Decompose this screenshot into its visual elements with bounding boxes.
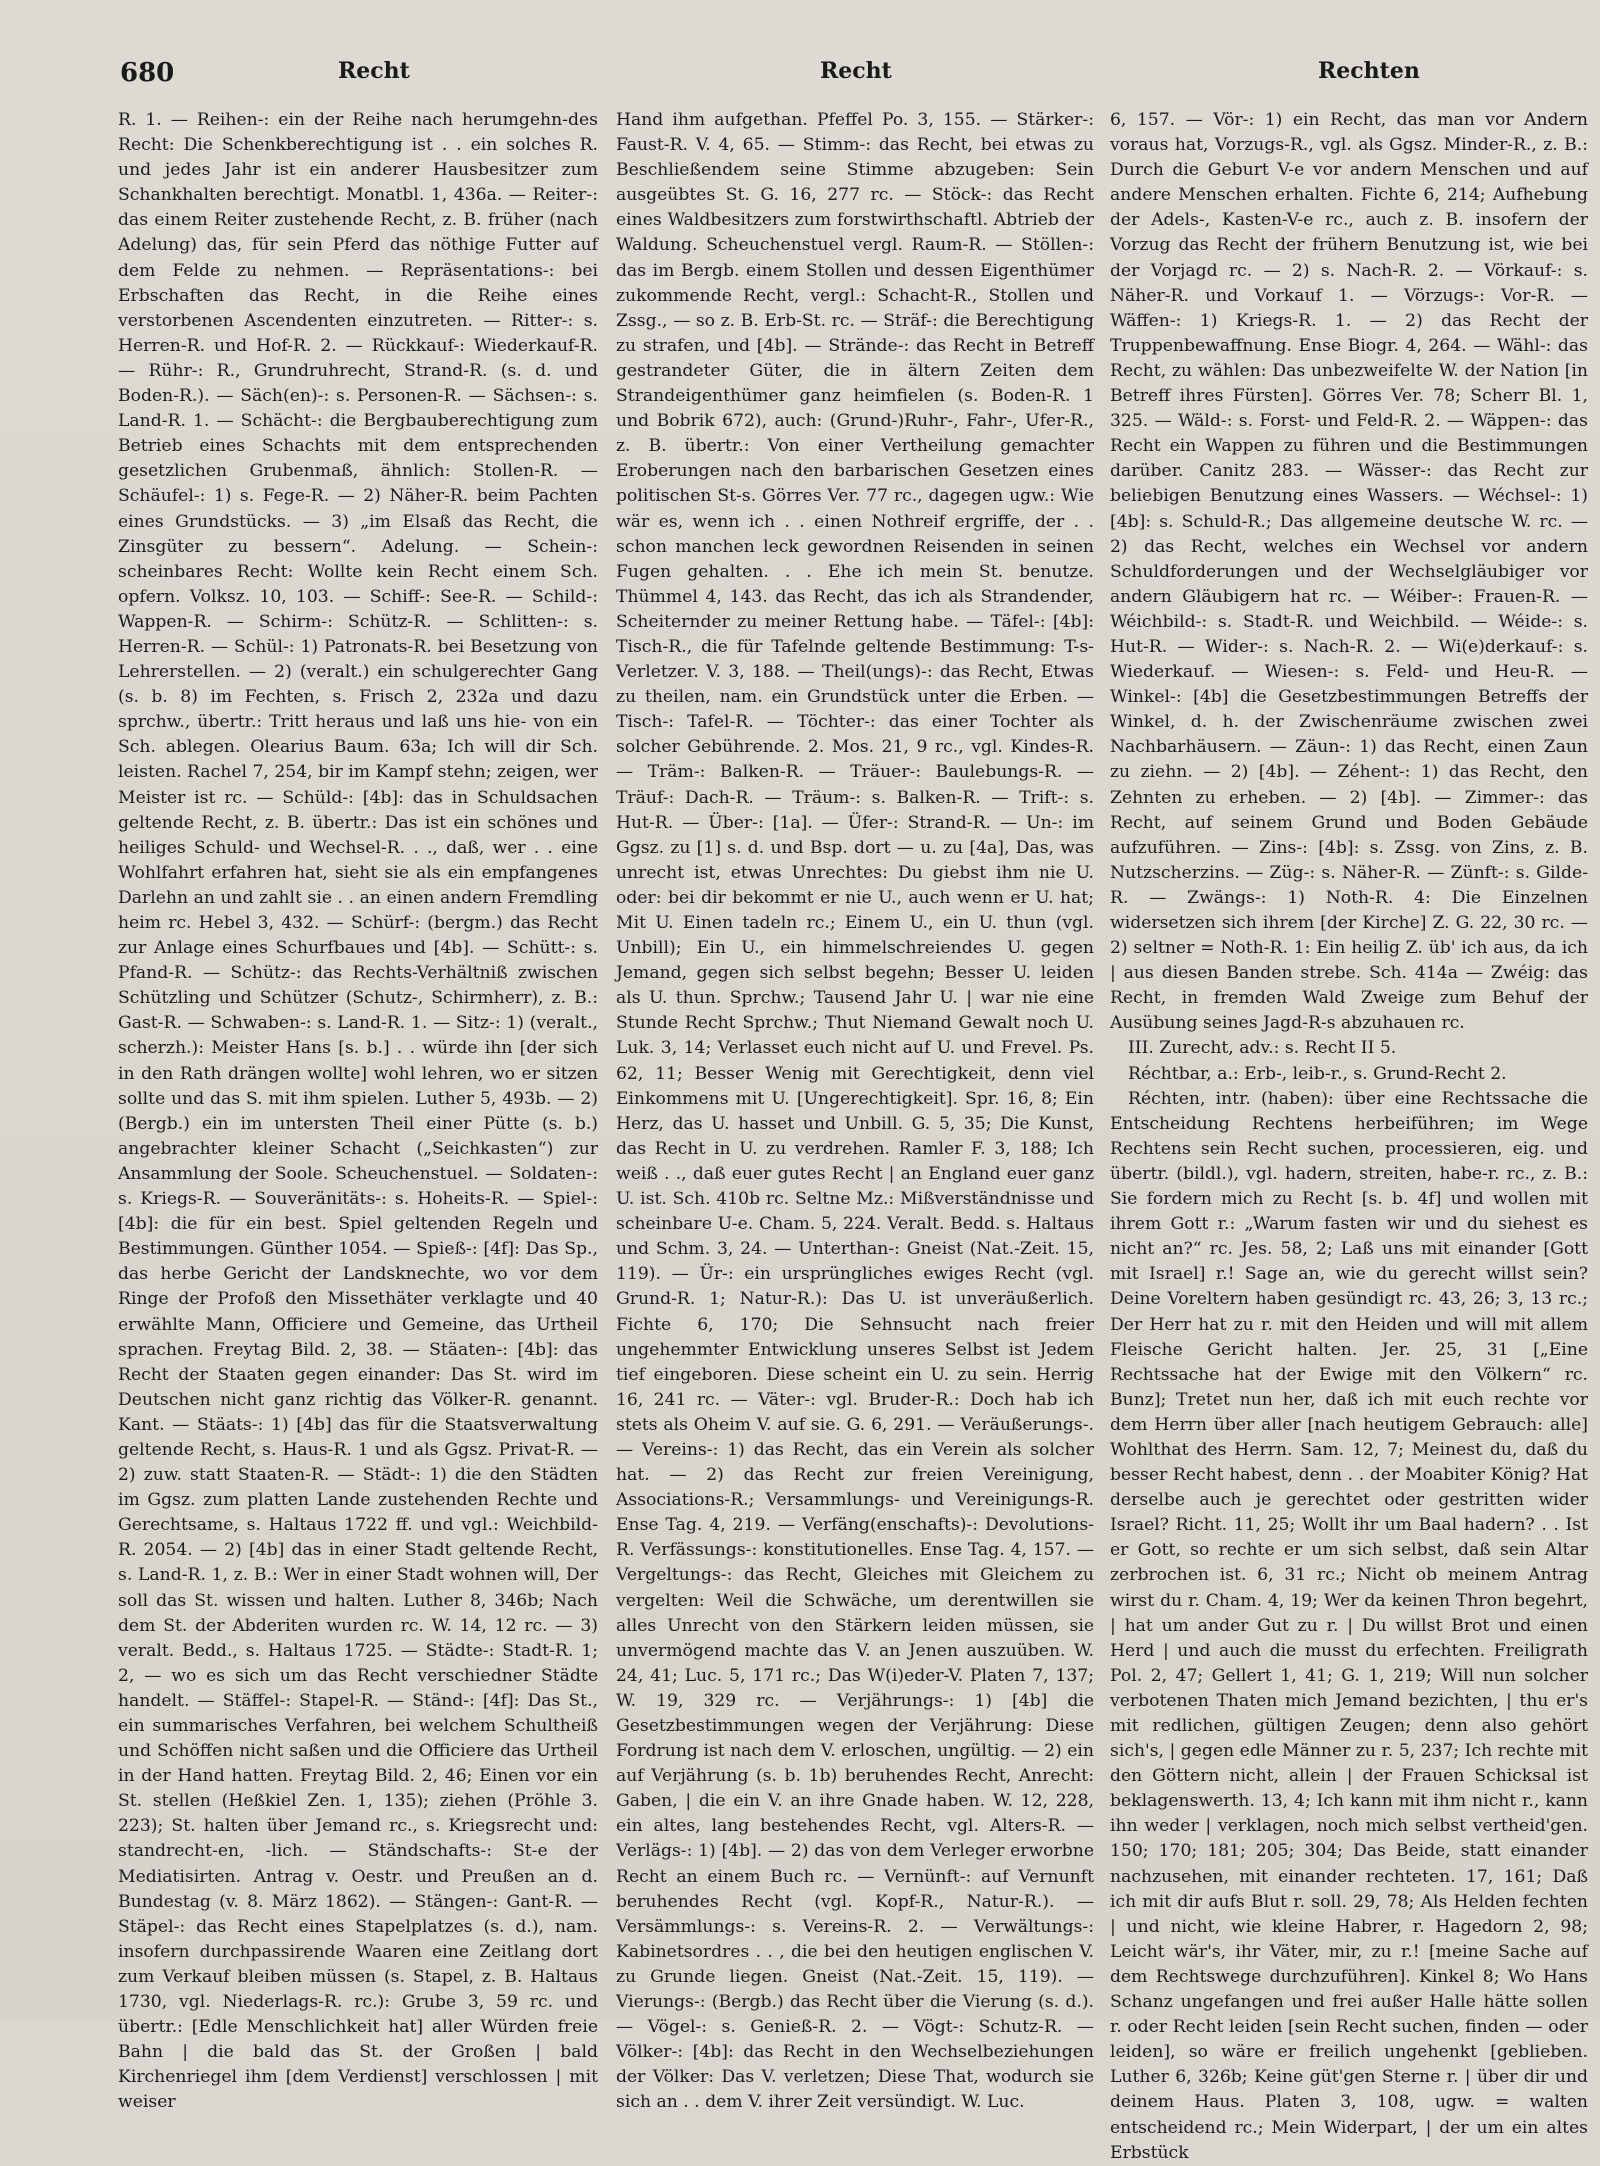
column-1-entries: R. 1. — Reihen-: ein der Reihe nach herumgehn-des Recht: Die Schenkberechtigung ist . . ein solches R. und jedes Jahr ist ein anderer Hausbesitzer zum Schankhalten berechtigt. Monatbl. 1, 436a. — Reiter-: das einem Reiter zustehende Recht, z. B. früher (nach Adelung) das, für sein Pferd das nöthige Futter auf dem Felde zu nehmen. — Repräsentations-: bei Erbschaften das Recht, in die Reihe eines verstorbenen Ascendenten einzutreten. — Ritter-: s. Herren-R. und Hof-R. 2. — Rückkauf-: Wiederkauf-R. — Rühr-: R., Grundruhrecht, Strand-R. (s. d. und Boden-R.). — Säch(en)-: s. Personen-R. — Sächsen-: s. Land-R. 1. — Schächt-: die Bergbauberechtigung zum Betrieb eines Schachts mit dem entsprechenden gesetzlichen Grubenmaß, ähnlich: Stollen-R. — Schäufel-: 1) s. Fege-R. — 2) Näher-R. beim Pachten eines Grundstücks. — 3) „im Elsaß das Recht, die Zinsgüter zu bessern“. Adelung. — Schein-: scheinbares Recht: Wollte kein Recht einem Sch. opfern. Volksz. 10, 103. — Schiff-: See-R. — Schild-: Wappen-R. — Schirm-: Schütz-R. — Schlitten-: s. Herren-R. — Schül-: 1) Patronats-R. bei Besetzung von Lehrerstellen. — 2) (veralt.) ein schulgerechter Gang (s. b. 8) im Fechten, s. Frisch 2, 232a und dazu sprchw., übertr.: Tritt heraus und laß uns hie- von ein Sch. ablegen. Olearius Baum. 63a; Ich will dir Sch. leisten. Rachel 7, 254, bir im Kampf stehn; zeigen, wer Meister ist rc. — Schüld-: [4b]: das in Schuldsachen geltende Recht, z. B. übertr.: Das ist ein schönes und heiliges Schuld- und Wechsel-R. . ., daß, wer . . eine Wohlfahrt erfahren hat, sieht sie als ein empfangenes Darlehn an und zahlt sie . . an einen andern Fremdling heim rc. Hebel 3, 432. — Schürf-: (bergm.) das Recht zur Anlage eines Schurfbaues und [4b]. — Schütt-: s. Pfand-R. — Schütz-: das Rechts-Verhältniß zwischen Schützling und Schützer (Schutz-, Schirmherr), z. B.: Gast-R. — Schwaben-: s. Land-R. 1. — Sitz-: 1) (veralt., scherzh.): Meister Hans [s. b.] . . würde ihn [der sich in den Rath drängen wollte] wohl lehren, wo er sitzen sollte und das S. mit ihm spielen. Luther 5, 493b. — 2) (Bergb.) ein im untersten Theil einer Pütte (s. b.) angebrachter kleiner Schacht („Seichkasten“) zur Ansammlung der Soole. Scheuchenstuel. — Soldaten-: s. Kriegs-R. — Souveränitäts-: s. Hoheits-R. — Spiel-: [4b]: die für ein best. Spiel geltenden Regeln und Bestimmungen. Günther 1054. — Spieß-: [4f]: Das Sp., das herbe Gericht der Landsknechte, wo vor dem Ringe der Profoß den Missethäter verklagte und 40 erwählte Mann, Officiere und Gemeine, das Urtheil sprachen. Freytag Bild. 2, 38. — Stäaten-: [4b]: das Recht der Staaten gegen einander: Das St. wird im Deutschen nicht ganz richtig das Völker-R. genannt. Kant. — Stäats-: 1) [4b] das für die Staatsverwaltung geltende Recht, s. Haus-R. 1 und als Ggsz. Privat-R. — 2) zuw. statt Staaten-R. — Städt-: 1) die den Städten im Ggsz. zum platten Lande zustehenden Rechte und Gerechtsame, s. Haltaus 1722 ff. und vgl.: Weichbild-R. 2054. — 2) [4b] das in einer Stadt geltende Recht, s. Land-R. 1, z. B.: Wer in einer Stadt wohnen will, Der soll das St. wissen und halten. Luther 8, 346b; Nach dem St. der Abderiten wurden rc. W. 14, 12 rc. — 3) veralt. Bedd., s. Haltaus 1725. — Städte-: Stadt-R. 1; 2, — wo es sich um das Recht verschiedner Städte handelt. — Stäffel-: Stapel-R. — Ständ-: [4f]: Das St., ein summarisches Verfahren, bei welchem Schultheiß und Schöffen nicht saßen und die Officiere das Urtheil in der Hand hatten. Freytag Bild. 2, 46; Einen vor ein St. stellen (Heßkiel Zen. 1, 135); ziehen (Pröhle 3. 223); St. halten über Jemand rc., s. Kriegsrecht und: standrecht-en, -lich. — Ständschafts-: St-e der Mediatisirten. Antrag v. Oestr. und Preußen an d. Bundestag (v. 8. März 1862). — Stängen-: Gant-R. — Stäpel-: das Recht eines Stapelplatzes (s. d.), nam. insofern durchpassirende Waaren eine Zeitlang dort zum Verkauf bleiben müssen (s. Stapel, z. B. Haltaus 1730, vgl. Niederlags-R. rc.): Grube 3, 59 rc. und übertr.: [Edle Menschlichkeit hat] aller Würden freie Bahn | die bald das St. der Großen | bald Kirchenriegel ihm [dem Verdienst] verschlossen | mit weiser xyxy=(118,110,598,2113)
text-column-1 xyxy=(118,108,598,2113)
header-right: Rechten xyxy=(1318,58,1420,84)
text-column-3 xyxy=(1110,108,1588,2163)
text-column-2 xyxy=(616,108,1094,2113)
running-header xyxy=(120,58,1550,98)
page-number: 680 xyxy=(120,58,175,88)
entry-rechtbar: Réchtbar, a.: Erb-, leib-r., s. Grund-Recht 2. xyxy=(1128,1063,1507,1084)
entry-zurecht: III. Zurecht, adv.: s. Recht II 5. xyxy=(1128,1038,1397,1059)
header-center: Recht xyxy=(820,58,892,84)
entry-rechten: Réchten, intr. (haben): über eine Rechtssache die Entscheidung Rechtens herbeiführen; im Wege Rechtens sein Recht suchen, processieren, eig. und übertr. (bildl.), vgl. hadern, streiten, habe-r. rc., z. B.: Sie fordern mich zu Recht [s. b. 4f] und wollen mit ihrem Gott r.: „Warum fasten wir und du siehest es nicht an?“ rc. Jes. 58, 2; Laß uns mit einander [Gott mit Israel] r.! Sage an, wie du gerecht willst sein? Deine Voreltern haben gesündigt rc. 43, 26; 3, 13 rc.; Der Herr hat zu r. mit den Heiden und will mit allem Fleische Gericht halten. Jer. 25, 31 [„Eine Rechtssache hat der Ewige mit den Völkern“ rc. Bunz]; Tretet nun her, daß ich mit euch rechte vor dem Herrn über aller [nach heutigem Gebrauch: alle] Wohlthat des Herrn. Sam. 12, 7; Meinest du, daß du besser Recht habest, denn . . der Moabiter König? Hat derselbe auch je gerechtet oder gestritten wider Israel? Richt. 11, 25; Wollt ihr um Baal hadern? . . Ist er Gott, so rechte er um sich selbst, daß sein Altar zerbrochen ist. 6, 31 rc.; Nicht ob meinem Antrag wirst du r. Cham. 4, 19; Wer da keinen Thron begehrt, | hat um ander Gut zu r. | Du willst Brot und einen Herd | und auch die musst du erfechten. Freiligrath Pol. 2, 47; Gellert 1, 41; G. 1, 219; Will nun solcher verbotenen Thaten mich Jemand bezichten, | thu er's mit redlichen, gültigen Zeugen; denn also gehört sich's, | gegen edle Männer zu r. 5, 237; Ich rechte mit den Göttern nicht, allein | der Frauen Schicksal ist beklagenswerth. 13, 4; Ich kann mit ihm nicht r., kann ihn weder | verklagen, noch mich selbst vertheid'gen. 150; 170; 181; 205; 304; Das Beide, statt einander nachzusehen, mit einander rechteten. 17, 161; Daß ich mit dir aufs Blut r. soll. 29, 78; Als Helden fechten | und nicht, wie kleine Habrer, r. Hagedorn 2, 98; Leicht wär's, ihr Väter, mir, zu r.! [meine Sache auf dem Rechtswege durchzuführen]. Kinkel 8; Wo Hans Schanz ungefangen und frei außer Halle hätte sollen r. oder Recht leiden [sein Recht suchen, finden — oder leiden], so wäre er freilich ungehenkt [geblieben. Luther 6, 326b; Keine güt'gen Sterne r. | über dir und deinem Haus. Platen 3, 108, ugw. = walten entscheidend rc.; Mein Widerpart, | der um ein altes Erbstück xyxy=(1110,1088,1588,2163)
header-left: Recht xyxy=(338,58,410,84)
column-2-entries: Hand ihm aufgethan. Pfeffel Po. 3, 155. — Stärker-: Faust-R. V. 4, 65. — Stimm-: das Recht, bei etwas zu Beschließendem seine Stimme abzugeben: Sein ausgeübtes St. G. 16, 277 rc. — Stöck-: das Recht eines Waldbesitzers zum forstwirthschaftl. Abtrieb der Waldung. Scheuchenstuel vergl. Raum-R. — Stöllen-: das im Bergb. einem Stollen und dessen Eigenthümer zukommende Recht, vergl.: Schacht-R., Stollen und Zssg., — so z. B. Erb-St. rc. — Sträf-: die Berechtigung zu strafen, und [4b]. — Strände-: das Recht in Betreff gestrandeter Güter, die in ältern Zeiten dem Strandeigenthümer ganz heimfielen (s. Boden-R. 1 und Bobrik 672), auch: (Grund-)Ruhr-, Fahr-, Ufer-R., z. B. übertr.: Von einer Vertheilung gemachter Eroberungen nach den barbarischen Gesetzen eines politischen St-s. Görres Ver. 77 rc., dagegen ugw.: Wie wär es, wenn ich . . einen Nothreif ergriffe, der . . schon manchen leck gewordnen Reisenden in seinen Fugen gehalten. . . Ehe ich mein St. benutze. Thümmel 4, 143. das Recht, das ich als Strandender, Scheiternder zu meiner Rettung habe. — Täfel-: [4b]: Tisch-R., die für Tafelnde geltende Bestimmung: T-s-Verletzer. V. 3, 188. — Theil(ungs)-: das Recht, Etwas zu theilen, nam. ein Grundstück unter die Erben. — Tisch-: Tafel-R. — Töchter-: das einer Tochter als solcher Gebührende. 2. Mos. 21, 9 rc., vgl. Kindes-R. — Träm-: Balken-R. — Träuer-: Baulebungs-R. — Träuf-: Dach-R. — Träum-: s. Balken-R. — Trift-: s. Hut-R. — Über-: [1a]. — Üfer-: Strand-R. — Un-: im Ggsz. zu [1] s. d. und Bsp. dort — u. zu [4a], Das, was unrecht ist, etwas Unrechtes: Du giebst ihm nie U. oder: bei dir bekommt er nie U., auch wenn er U. hat; Mit U. Einen tadeln rc.; Einem U., ein U. thun (vgl. Unbill); Ein U., ein himmelschreiendes U. gegen Jemand, gegen sich selbst begehn; Besser U. leiden als U. thun. Sprchw.; Tausend Jahr U. | war nie eine Stunde Recht Sprchw.; Thut Niemand Gewalt noch U. Luk. 3, 14; Verlasset euch nicht auf U. und Frevel. Ps. 62, 11; Besser Wenig mit Gerechtigkeit, denn viel Einkommens mit U. [Ungerechtigkeit]. Spr. 16, 8; Ein Herz, das U. hasset und Unbill. G. 5, 35; Die Kunst, das Recht in U. zu verdrehen. Ramler F. 3, 188; Ich weiß . ., daß euer gutes Recht | an England euer ganz U. ist. Sch. 410b rc. Seltne Mz.: Mißverständnisse und scheinbare U-e. Cham. 5, 224. Veralt. Bedd. s. Haltaus und Schm. 3, 24. — Unterthan-: Gneist (Nat.-Zeit. 15, 119). — Ür-: ein ursprüngliches ewiges Recht (vgl. Grund-R. 1; Natur-R.): Das U. ist unveräußerlich. Fichte 6, 170; Die Sehnsucht nach freier ungehemmter Entwicklung unseres Selbst ist Jedem tief eingeboren. Diese scheint ein U. zu sein. Herrig 16, 241 rc. — Väter-: vgl. Bruder-R.: Doch hab ich stets als Oheim V. auf sie. G. 6, 291. — Veräußerungs-. — Vereins-: 1) das Recht, das ein Verein als solcher hat. — 2) das Recht zur freien Vereinigung, Associations-R.; Versammlungs- und Vereinigungs-R. Ense Tag. 4, 219. — Verfäng(enschafts)-: Devolutions-R. Verfässungs-: konstitutionelles. Ense Tag. 4, 157. — Vergeltungs-: das Recht, Gleiches mit Gleichem zu vergelten: Weil die Schwäche, um derentwillen sie alles Unrecht von den Stärkern leiden müssen, sie unvermögend machte das V. an Jenen auszuüben. W. 24, 41; Luc. 5, 171 rc.; Das W(i)eder-V. Platen 7, 137; W. 19, 329 rc. — Verjährungs-: 1) [4b] die Gesetzbestimmungen wegen der Verjährung: Diese Fordrung ist nach dem V. erloschen, ungültig. — 2) ein auf Verjährung (s. b. 1b) beruhendes Recht, Anrecht: Gaben, | die ein V. an ihre Gnade haben. W. 12, 228, ein altes, lang bestehendes Recht, vgl. Alters-R. — Verlägs-: 1) [4b]. — 2) das von dem Verleger erworbne Recht an einem Buch rc. — Vernünft-: auf Vernunft beruhendes Recht (vgl. Kopf-R., Natur-R.). — Versämmlungs-: s. Vereins-R. 2. — Verwältungs-: Kabinetsordres . . , die bei den heutigen englischen V. zu Grunde liegen. Gneist (Nat.-Zeit. 15, 119). — Vierungs-: (Bergb.) das Recht über die Vierung (s. d.). — Vögel-: s. Genieß-R. 2. — Vögt-: Schutz-R. — Völker-: [4b]: das Recht in den Wechselbeziehungen der Völker: Das V. verletzen; Diese That, wodurch sie sich an . . dem V. ihrer Zeit versündigt. W. Luc. xyxy=(616,110,1094,2113)
column-3-entries: 6, 157. — Vör-: 1) ein Recht, das man vor Andern voraus hat, Vorzugs-R., vgl. als Ggsz. Minder-R., z. B.: Durch die Geburt V-e vor andern Menschen und auf andere Menschen erhalten. Fichte 6, 214; Aufhebung der Adels-, Kasten-V-e rc., auch z. B. insofern der Vorzug das Recht der frühern Benutzung ist, wie bei der Vorjagd rc. — 2) s. Nach-R. 2. — Vörkauf-: s. Näher-R. und Vorkauf 1. — Vörzugs-: Vor-R. — Wäffen-: 1) Kriegs-R. 1. — 2) das Recht der Truppenbewaffnung. Ense Biogr. 4, 264. — Wähl-: das Recht, zu wählen: Das unbezweifelte W. der Nation [in Betreff ihres Fürsten]. Görres Ver. 78; Scherr Bl. 1, 325. — Wäld-: s. Forst- und Feld-R. 2. — Wäppen-: das Recht ein Wappen zu führen und die Bestimmungen darüber. Canitz 283. — Wässer-: das Recht zur beliebigen Benutzung eines Wassers. — Wéchsel-: 1) [4b]: s. Schuld-R.; Das allgemeine deutsche W. rc. — 2) das Recht, welches ein Wechsel vor andern Schuldforderungen und der Wechselgläubiger vor andern Gläubigern hat rc. — Wéiber-: Frauen-R. — Wéichbild-: s. Stadt-R. und Weichbild. — Wéide-: s. Hut-R. — Wider-: s. Nach-R. 2. — Wi(e)derkauf-: s. Wiederkauf. — Wiesen-: s. Feld- und Heu-R. — Winkel-: [4b] die Gesetzbestimmungen Betreffs der Winkel, d. h. der Zwischenräume zwischen zwei Nachbarhäusern. — Zäun-: 1) das Recht, einen Zaun zu ziehn. — 2) [4b]. — Zéhent-: 1) das Recht, den Zehnten zu erheben. — 2) [4b]. — Zimmer-: das Recht, auf seinem Grund und Boden Gebäude aufzuführen. — Zins-: [4b]: s. Zssg. von Zins, z. B. Nutzscherzins. — Züg-: s. Näher-R. — Zünft-: s. Gilde-R. — Zwängs-: 1) Noth-R. 4: Die Einzelnen widersetzen sich ihrem [der Kirche] Z. G. 22, 30 rc. — 2) seltner = Noth-R. 1: Ein heilig Z. üb' ich aus, da ich | aus diesen Banden strebe. Sch. 414a — Zwéig: das Recht, in fremden Wald Zweige zum Behuf der Ausübung seines Jagd-R-s abzuhauen rc. xyxy=(1110,110,1588,1034)
